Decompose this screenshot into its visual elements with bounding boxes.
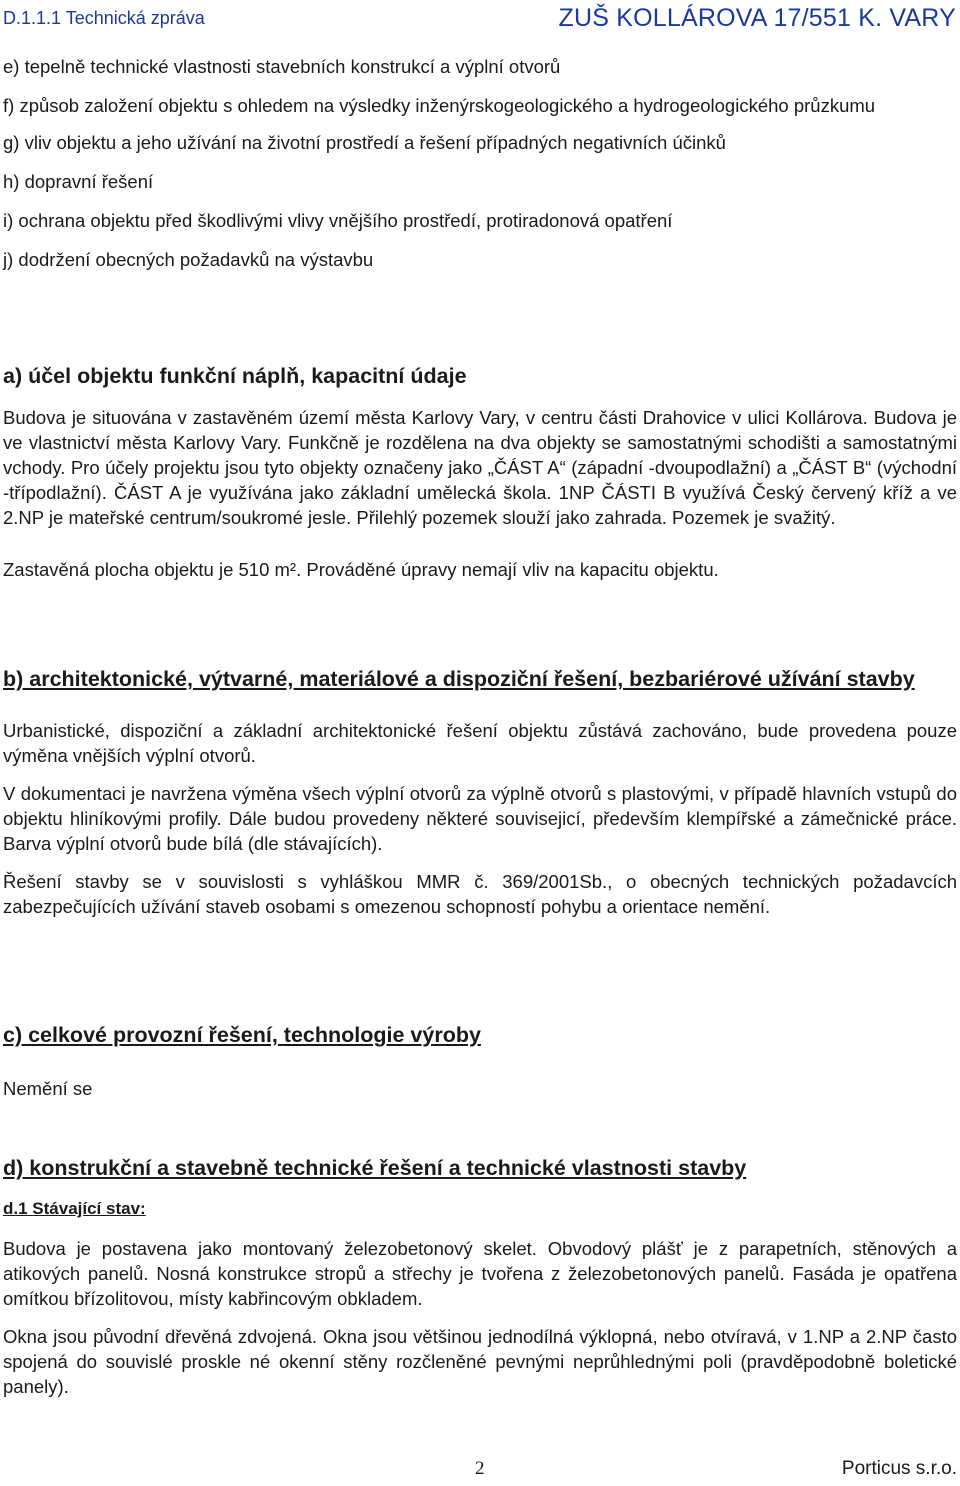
section-d-subheading-number: d.1 <box>3 1199 28 1218</box>
section-b-paragraph-3: Řešení stavby se v souvislosti s vyhláškou MMR č. 369/2001Sb., o obecných technických požadavcích zabezpečujících užívání staveb osobami s omezenou schopností pohybu a orientace nemění. <box>3 871 957 917</box>
section-d-paragraph-2: Okna jsou původní dřevěná zdvojená. Okna jsou většinou jednodílná výklopná, nebo otvíravá, v 1.NP a 2.NP často spojená do souvislé proskle né okenní stěny rozčleněné pevnými neprůhlednými poli (pravděpodobně boletické panely). <box>3 1326 957 1397</box>
section-b <box>3 664 957 919</box>
section-d-heading: d) konstrukční a stavebně technické řešení a technické vlastnosti stavby <box>3 1156 747 1180</box>
section-a-heading: a) účel objektu funkční náplň, kapacitní údaje <box>3 364 467 388</box>
header-project-title: ZUŠ KOLLÁROVA 17/551 K. VARY <box>558 4 956 32</box>
footer-brand: Porticus s.r.o. <box>841 1458 957 1479</box>
contents-list <box>3 54 957 286</box>
section-b-paragraph-1: Urbanistické, dispoziční a základní architektonické řešení objektu zůstává zachováno, bude provedena pouze výměna vnějších výplní otvorů. <box>3 720 957 766</box>
section-c-paragraph-1: Nemění se <box>3 1078 93 1099</box>
section-d-paragraph-1: Budova je postavena jako montovaný železobetonový skelet. Obvodový plášť je z parapetních, stěnových a atikových panelů. Nosná konstrukce stropů a střechy je tvořena z železobetonových panelů. Fasáda je opatřena omítkou břízolitovou, místy kabřincovým obkladem. <box>3 1238 957 1309</box>
section-a-paragraph-1: Budova je situována v zastavěném území města Karlovy Vary, v centru části Drahovice v ulici Kollárova. Budova je ve vlastnictví města Karlovy Vary. Funkčně je rozdělena na dva objekty se samostatnými schodišti a samostatnými vchody. Pro účely projektu jsou tyto objekty označeny jako „ČÁST A“ (západní -dvoupodlažní) a „ČÁST B“ (východní -třípodlažní). ČÁST A je využívána jako základní umělecká škola. 1NP ČÁSTI B využívá Český červený kříž a ve 2.NP je mateřské centrum/soukromé jesle. Přilehlý pozemek slouží jako zahrada. Pozemek je svažitý. <box>3 407 957 528</box>
section-d-subheading <box>3 1197 957 1221</box>
section-d <box>3 1153 957 1399</box>
list-item-i: i) ochrana objektu před škodlivými vlivy vnějšího prostředí, protiradonová opatření <box>3 210 673 231</box>
section-a-paragraph-2: Zastavěná plocha objektu je 510 m². Prováděné úpravy nemají vliv na kapacitu objektu. <box>3 559 719 580</box>
list-item-g: g) vliv objektu a jeho užívání na životní prostředí a řešení případných negativních účinků <box>3 132 726 153</box>
section-a <box>3 361 957 582</box>
section-b-heading: b) architektonické, výtvarné, materiálové a dispoziční řešení, bezbariérové užívání stavby <box>3 667 915 691</box>
section-c-heading: c) celkové provozní řešení, technologie výroby <box>3 1023 481 1047</box>
list-item-f: f) způsob založení objektu s ohledem na výsledky inženýrskogeologického a hydrogeologického průzkumu <box>3 95 876 116</box>
section-c <box>3 1020 957 1101</box>
section-b-paragraph-2: V dokumentaci je navržena výměna všech výplní otvorů za výplně otvorů s plastovými, v případě hlavních vstupů do objektu hliníkovými profily. Dále budou provedeny některé souvisejicí, především klempířské a zámečnické práce. Barva výplní otvorů bude bílá (dle stávajících). <box>3 783 957 854</box>
list-item-j: j) dodržení obecných požadavků na výstavbu <box>3 249 374 270</box>
section-d-subheading-text: Stávající stav: <box>32 1199 146 1218</box>
list-item-e: e) tepelně technické vlastnosti stavebních konstrukcí a výplní otvorů <box>3 56 561 77</box>
footer-page-number: 2 <box>475 1458 485 1479</box>
header-doc-title: D.1.1.1 Technická zpráva <box>3 8 205 28</box>
list-item-h: h) dopravní řešení <box>3 171 154 192</box>
